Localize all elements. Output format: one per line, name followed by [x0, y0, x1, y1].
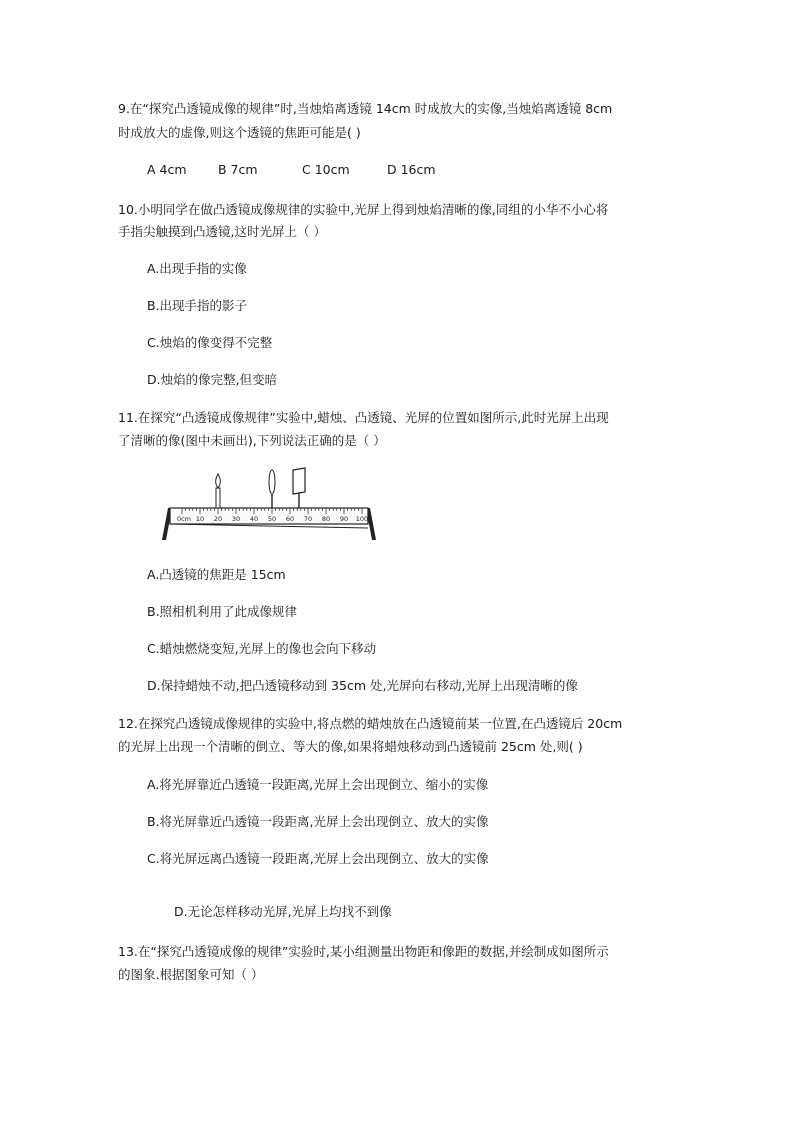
ruler-tick-label: 60: [285, 515, 295, 523]
q12-option-c: C.将光屏远离凸透镜一段距离,光屏上会出现倒立、放大的实像: [147, 851, 489, 866]
q10-option-d: D.烛焰的像完整,但变暗: [147, 372, 278, 387]
q10-option-b: B.出现手指的影子: [147, 298, 248, 313]
ruler-tick-label: 20: [213, 515, 223, 523]
q10-option-c: C.烛焰的像变得不完整: [147, 335, 273, 350]
q9-option-d: D 16cm: [387, 162, 436, 177]
q11-stem-line2: 了清晰的像(图中未画出),下列说法正确的是（ ）: [118, 433, 386, 448]
ruler-tick-label: 100: [355, 515, 369, 523]
q9-stem-line2: 时成放大的虚像,则这个透镜的焦距可能是( ): [118, 125, 361, 140]
q12-option-a: A.将光屏靠近凸透镜一段距离,光屏上会出现倒立、缩小的实像: [147, 777, 489, 792]
q10-option-a: A.出现手指的实像: [147, 261, 247, 276]
ruler-tick-label: 70: [303, 515, 313, 523]
ruler-tick-label: 80: [321, 515, 331, 523]
q11-stem-line1: 11.在探究“凸透镜成像规律”实验中,蜡烛、凸透镜、光屏的位置如图所示,此时光屏上出现: [118, 410, 609, 425]
q9-stem-line1: 9.在“探究凸透镜成像的规律”时,当烛焰离透镜 14cm 时成放大的实像,当烛焰离透镜 8cm: [118, 101, 613, 116]
light-screen: [293, 468, 305, 508]
q11-option-d: D.保持蜡烛不动,把凸透镜移动到 35cm 处,光屏向右移动,光屏上出现清晰的像: [147, 678, 578, 693]
q13-stem-line2: 的图象.根据图象可知（ ）: [118, 967, 264, 982]
convex-lens: [269, 470, 275, 508]
q11-option-a: A.凸透镜的焦距是 15cm: [147, 567, 286, 582]
q12-stem-line2: 的光屏上出现一个清晰的倒立、等大的像,如果将蜡烛移动到凸透镜前 25cm 处,则( ): [118, 739, 583, 754]
ruler-tick-label: 10: [195, 515, 205, 523]
q9-option-b: B 7cm: [218, 162, 258, 177]
ruler-tick-label: 40: [249, 515, 259, 523]
q10-stem-line2: 手指尖触摸到凸透镜,这时光屏上（ ）: [118, 224, 326, 239]
ruler-tick-label: 50: [267, 515, 277, 523]
ruler-tick-label: 30: [231, 515, 241, 523]
optical-bench-figure: [160, 464, 380, 544]
q10-stem-line1: 10.小明同学在做凸透镜成像规律的实验中,光屏上得到烛焰清晰的像,同组的小华不小心将: [118, 202, 609, 217]
q11-option-c: C.蜡烛燃烧变短,光屏上的像也会向下移动: [147, 641, 377, 656]
q12-stem-line1: 12.在探究凸透镜成像规律的实验中,将点燃的蜡烛放在凸透镜前某一位置,在凸透镜后 20cm: [118, 716, 623, 731]
q9-option-a: A 4cm: [147, 162, 187, 177]
ruler-tick-label: 90: [339, 515, 349, 523]
q12-option-d: D.无论怎样移动光屏,光屏上均找不到像: [174, 904, 392, 919]
ruler-tick-label: 0cm: [176, 515, 192, 523]
candle: [216, 474, 221, 508]
candle-flame-icon: [216, 474, 221, 488]
q9-option-c: C 10cm: [302, 162, 350, 177]
q13-stem-line1: 13.在“探究凸透镜成像的规律”实验时,某小组测量出物距和像距的数据,并绘制成如图所示: [118, 944, 609, 959]
q12-option-b: B.将光屏靠近凸透镜一段距离,光屏上会出现倒立、放大的实像: [147, 814, 489, 829]
q9-options: [147, 161, 547, 179]
q11-option-b: B.照相机利用了此成像规律: [147, 604, 298, 619]
